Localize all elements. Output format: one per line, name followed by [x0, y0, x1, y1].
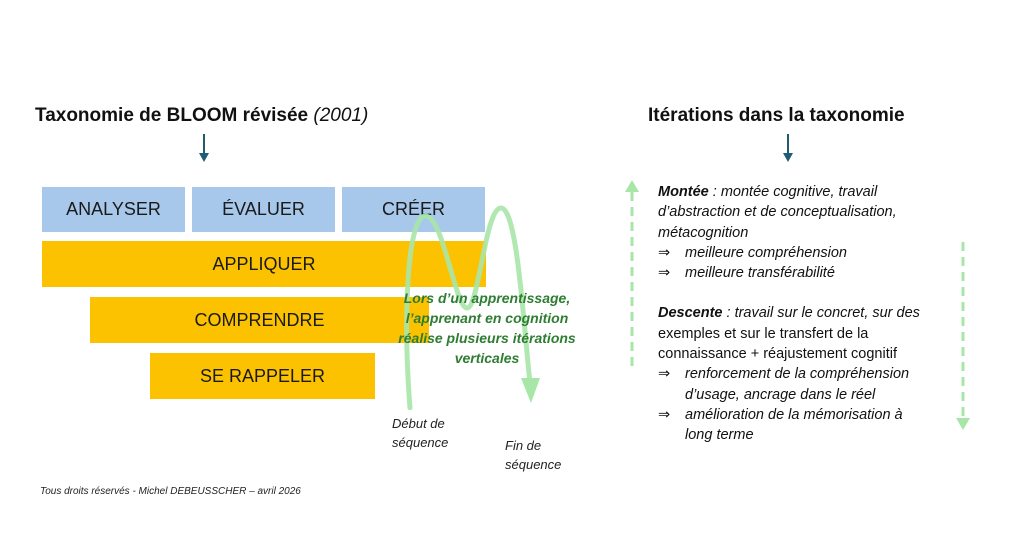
iterations-description	[658, 182, 958, 446]
iteration-note-line: verticales	[454, 350, 520, 366]
level-analyser	[42, 187, 185, 232]
montee-desc-first: : montée cognitive, travail	[708, 184, 878, 200]
start-label-line: Début de	[392, 416, 445, 431]
implies-icon: ⇒	[658, 406, 671, 423]
descente-desc-first: : travail sur le concret, sur des	[722, 305, 920, 322]
implies-icon: ⇒	[658, 244, 671, 261]
start-label-line: séquence	[392, 435, 449, 450]
iteration-note-line: réalise plusieurs itérations	[398, 330, 576, 346]
implies-icon: ⇒	[658, 366, 671, 383]
level-comprendre-label: COMPRENDRE	[194, 309, 325, 330]
descente-bullet: amélioration de la mémorisation à	[685, 406, 903, 423]
iteration-note-line: l’apprenant en cognition	[405, 310, 569, 326]
up-dashed-arrow-icon	[623, 178, 641, 374]
start-label	[392, 414, 448, 452]
level-creer-label: CRÉER	[381, 199, 445, 219]
montee-bullet: meilleure transférabilité	[685, 265, 835, 282]
montee-bullet: meilleure compréhension	[685, 244, 847, 261]
iteration-note	[379, 288, 595, 368]
level-evaluer	[192, 187, 335, 232]
end-label-line: séquence	[505, 457, 562, 472]
level-se-rappeler-label: SE RAPPELER	[199, 365, 326, 386]
down-arrow-icon	[780, 132, 796, 164]
descente-bullet: renforcement de la compréhension	[685, 366, 910, 383]
descente-desc-line	[658, 303, 958, 323]
montee-desc-line: métacognition	[658, 224, 749, 241]
descente-desc-line: exemples et sur le transfert de la	[658, 325, 869, 342]
left-title-year: (2001)	[313, 105, 369, 126]
end-label	[505, 436, 561, 474]
descente-desc-line: connaissance + réajustement cognitif	[658, 346, 897, 363]
iteration-note-line: Lors d’un apprentissage,	[403, 290, 571, 306]
montee-desc-line: d’abstraction et de conceptualisation,	[658, 204, 897, 221]
down-arrow-icon	[196, 132, 212, 164]
montee-term: Montée	[658, 184, 709, 200]
left-title-text: Taxonomie de BLOOM révisée	[35, 105, 309, 126]
level-se-rappeler	[150, 353, 375, 399]
left-title	[35, 105, 368, 127]
copyright: Tous droits réservés - Michel DEBEUSSCHER – avril 2026	[40, 486, 301, 497]
descente-term: Descente	[658, 305, 723, 322]
end-label-line: Fin de	[505, 438, 542, 453]
level-evaluer-label: ÉVALUER	[222, 199, 305, 219]
level-appliquer-label: APPLIQUER	[212, 253, 316, 274]
descente-bullet: d’usage, ancrage dans le réel	[685, 386, 876, 403]
right-title: Itérations dans la taxonomie	[648, 105, 905, 126]
descente-bullet: long terme	[685, 427, 754, 444]
montee-desc-line	[658, 182, 958, 202]
implies-icon: ⇒	[658, 265, 671, 282]
level-analyser-label: ANALYSER	[66, 199, 161, 219]
